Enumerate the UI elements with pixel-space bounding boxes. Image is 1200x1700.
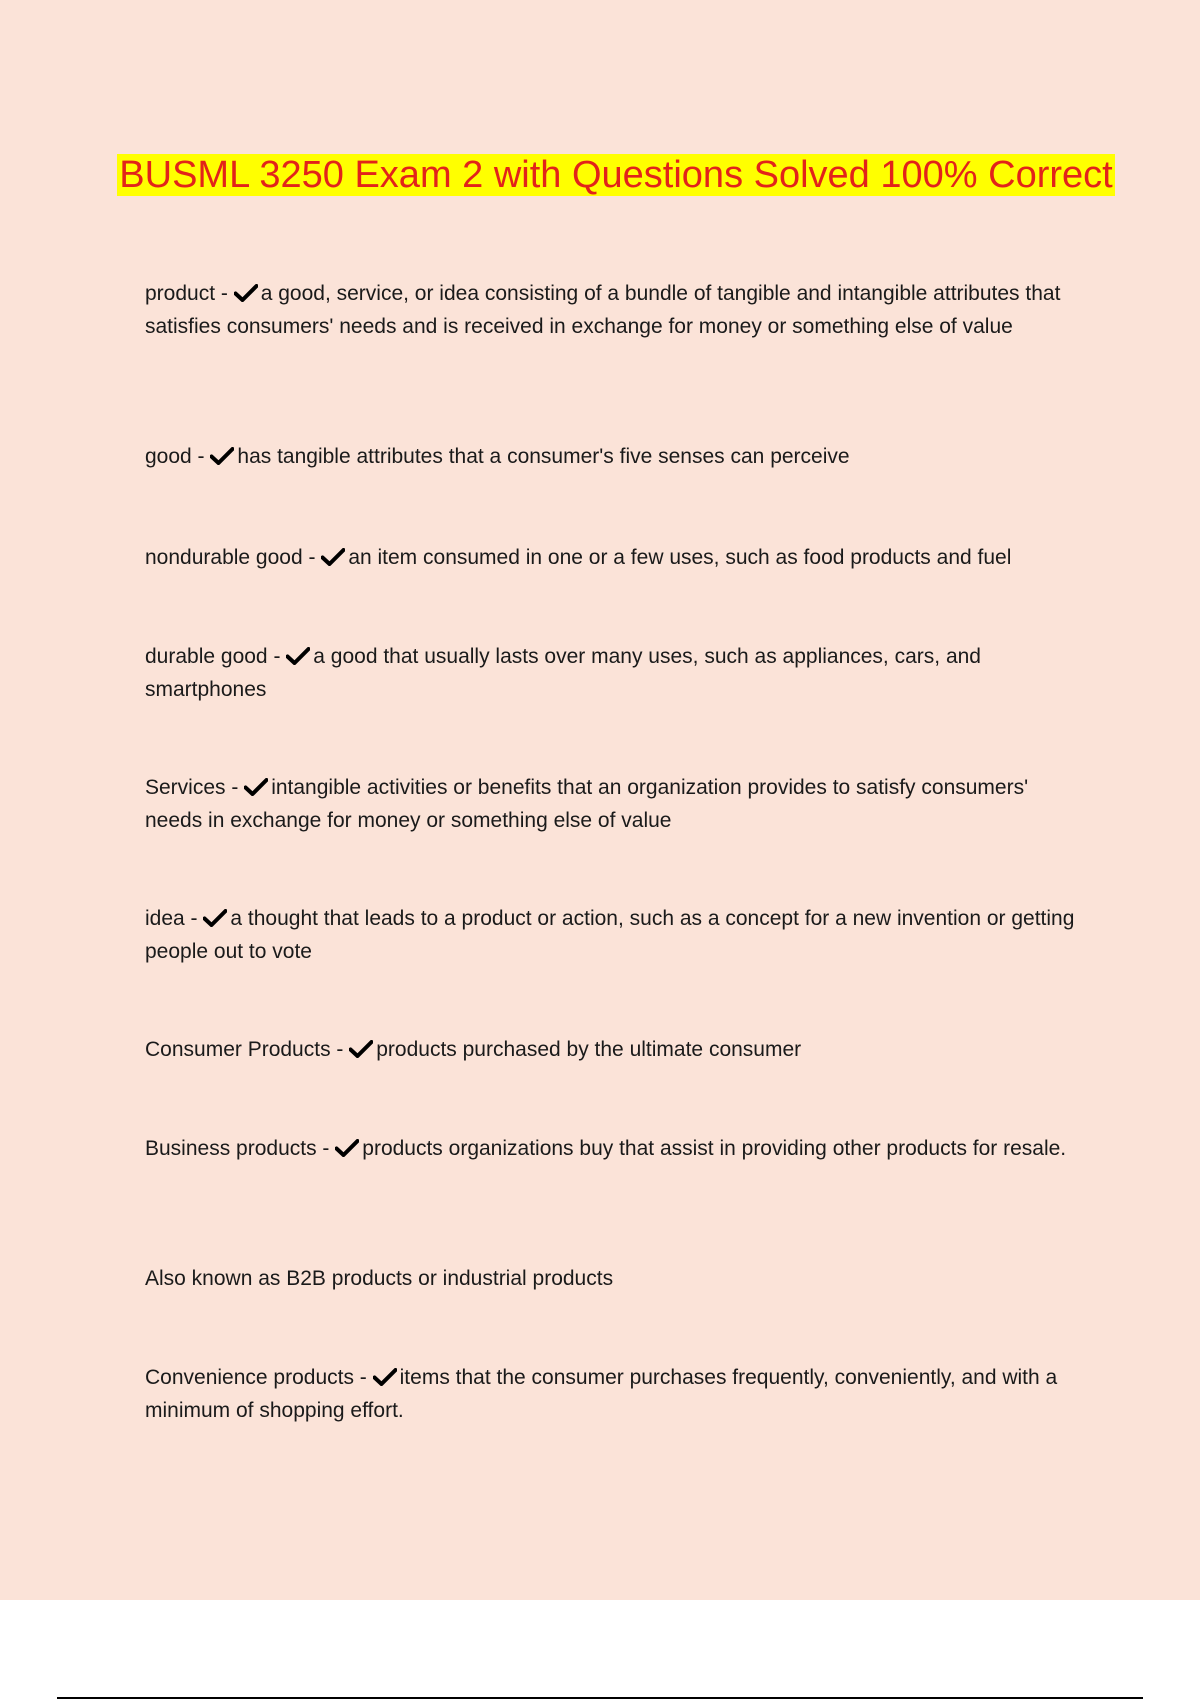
entry-term: nondurable good - <box>145 546 322 569</box>
entry-term: Business products - <box>145 1137 336 1160</box>
entry-definition: intangible activities or benefits that an organization provides to satisfy consumers' needs in exchange for money or something else of value <box>145 776 1029 832</box>
check-mark-icon <box>244 778 268 796</box>
entry-term: good - <box>145 445 211 468</box>
entry-definition: a good, service, or idea consisting of a bundle of tangible and intangible attributes that satisfies consumers' needs and is received in exchange for money or something else of value <box>145 282 1061 338</box>
document-title <box>100 146 1132 204</box>
entry-term: durable good - <box>145 645 287 668</box>
entry-term: idea - <box>145 907 204 930</box>
entry-definition: products organizations buy that assist in providing other products for resale. <box>362 1137 1067 1160</box>
document-title-highlight: BUSML 3250 Exam 2 with Questions Solved 100% Correct <box>119 154 1113 196</box>
entry-definition: has tangible attributes that a consumer's five senses can perceive <box>237 445 850 468</box>
check-mark-icon <box>203 909 227 927</box>
entry-note <box>145 1263 1090 1296</box>
entry-convenience-products <box>145 1362 1090 1427</box>
check-mark-icon <box>373 1368 397 1386</box>
entry-services <box>145 772 1090 837</box>
entry-idea <box>145 903 1090 968</box>
entry-product <box>145 278 1090 343</box>
check-mark-icon <box>321 548 345 566</box>
entry-definition: an item consumed in one or a few uses, such as food products and fuel <box>348 546 1012 569</box>
check-mark-icon <box>349 1040 373 1058</box>
entry-term: Convenience products - <box>145 1366 373 1389</box>
check-mark-icon <box>210 447 234 465</box>
entry-consumer-products <box>145 1034 1090 1067</box>
entry-term: Services - <box>145 776 245 799</box>
check-mark-icon <box>234 284 258 302</box>
entry-definition: products purchased by the ultimate consumer <box>376 1038 802 1061</box>
entry-durable-good <box>145 641 1090 706</box>
check-mark-icon <box>335 1139 359 1157</box>
entry-definition: items that the consumer purchases frequently, conveniently, and with a minimum of shopping effort. <box>145 1366 1058 1422</box>
entry-term: Consumer Products - <box>145 1038 350 1061</box>
check-mark-icon <box>286 647 310 665</box>
entry-definition: a thought that leads to a product or action, such as a concept for a new invention or getting people out to vote <box>145 907 1075 963</box>
note-text: Also known as B2B products or industrial products <box>145 1267 614 1290</box>
entry-term: product - <box>145 282 234 305</box>
entry-definition: a good that usually lasts over many uses, such as appliances, cars, and smartphones <box>145 645 981 701</box>
entry-good <box>145 441 1090 474</box>
page-divider <box>57 1697 1143 1699</box>
entry-business-products <box>145 1133 1090 1166</box>
entry-nondurable-good <box>145 542 1090 575</box>
